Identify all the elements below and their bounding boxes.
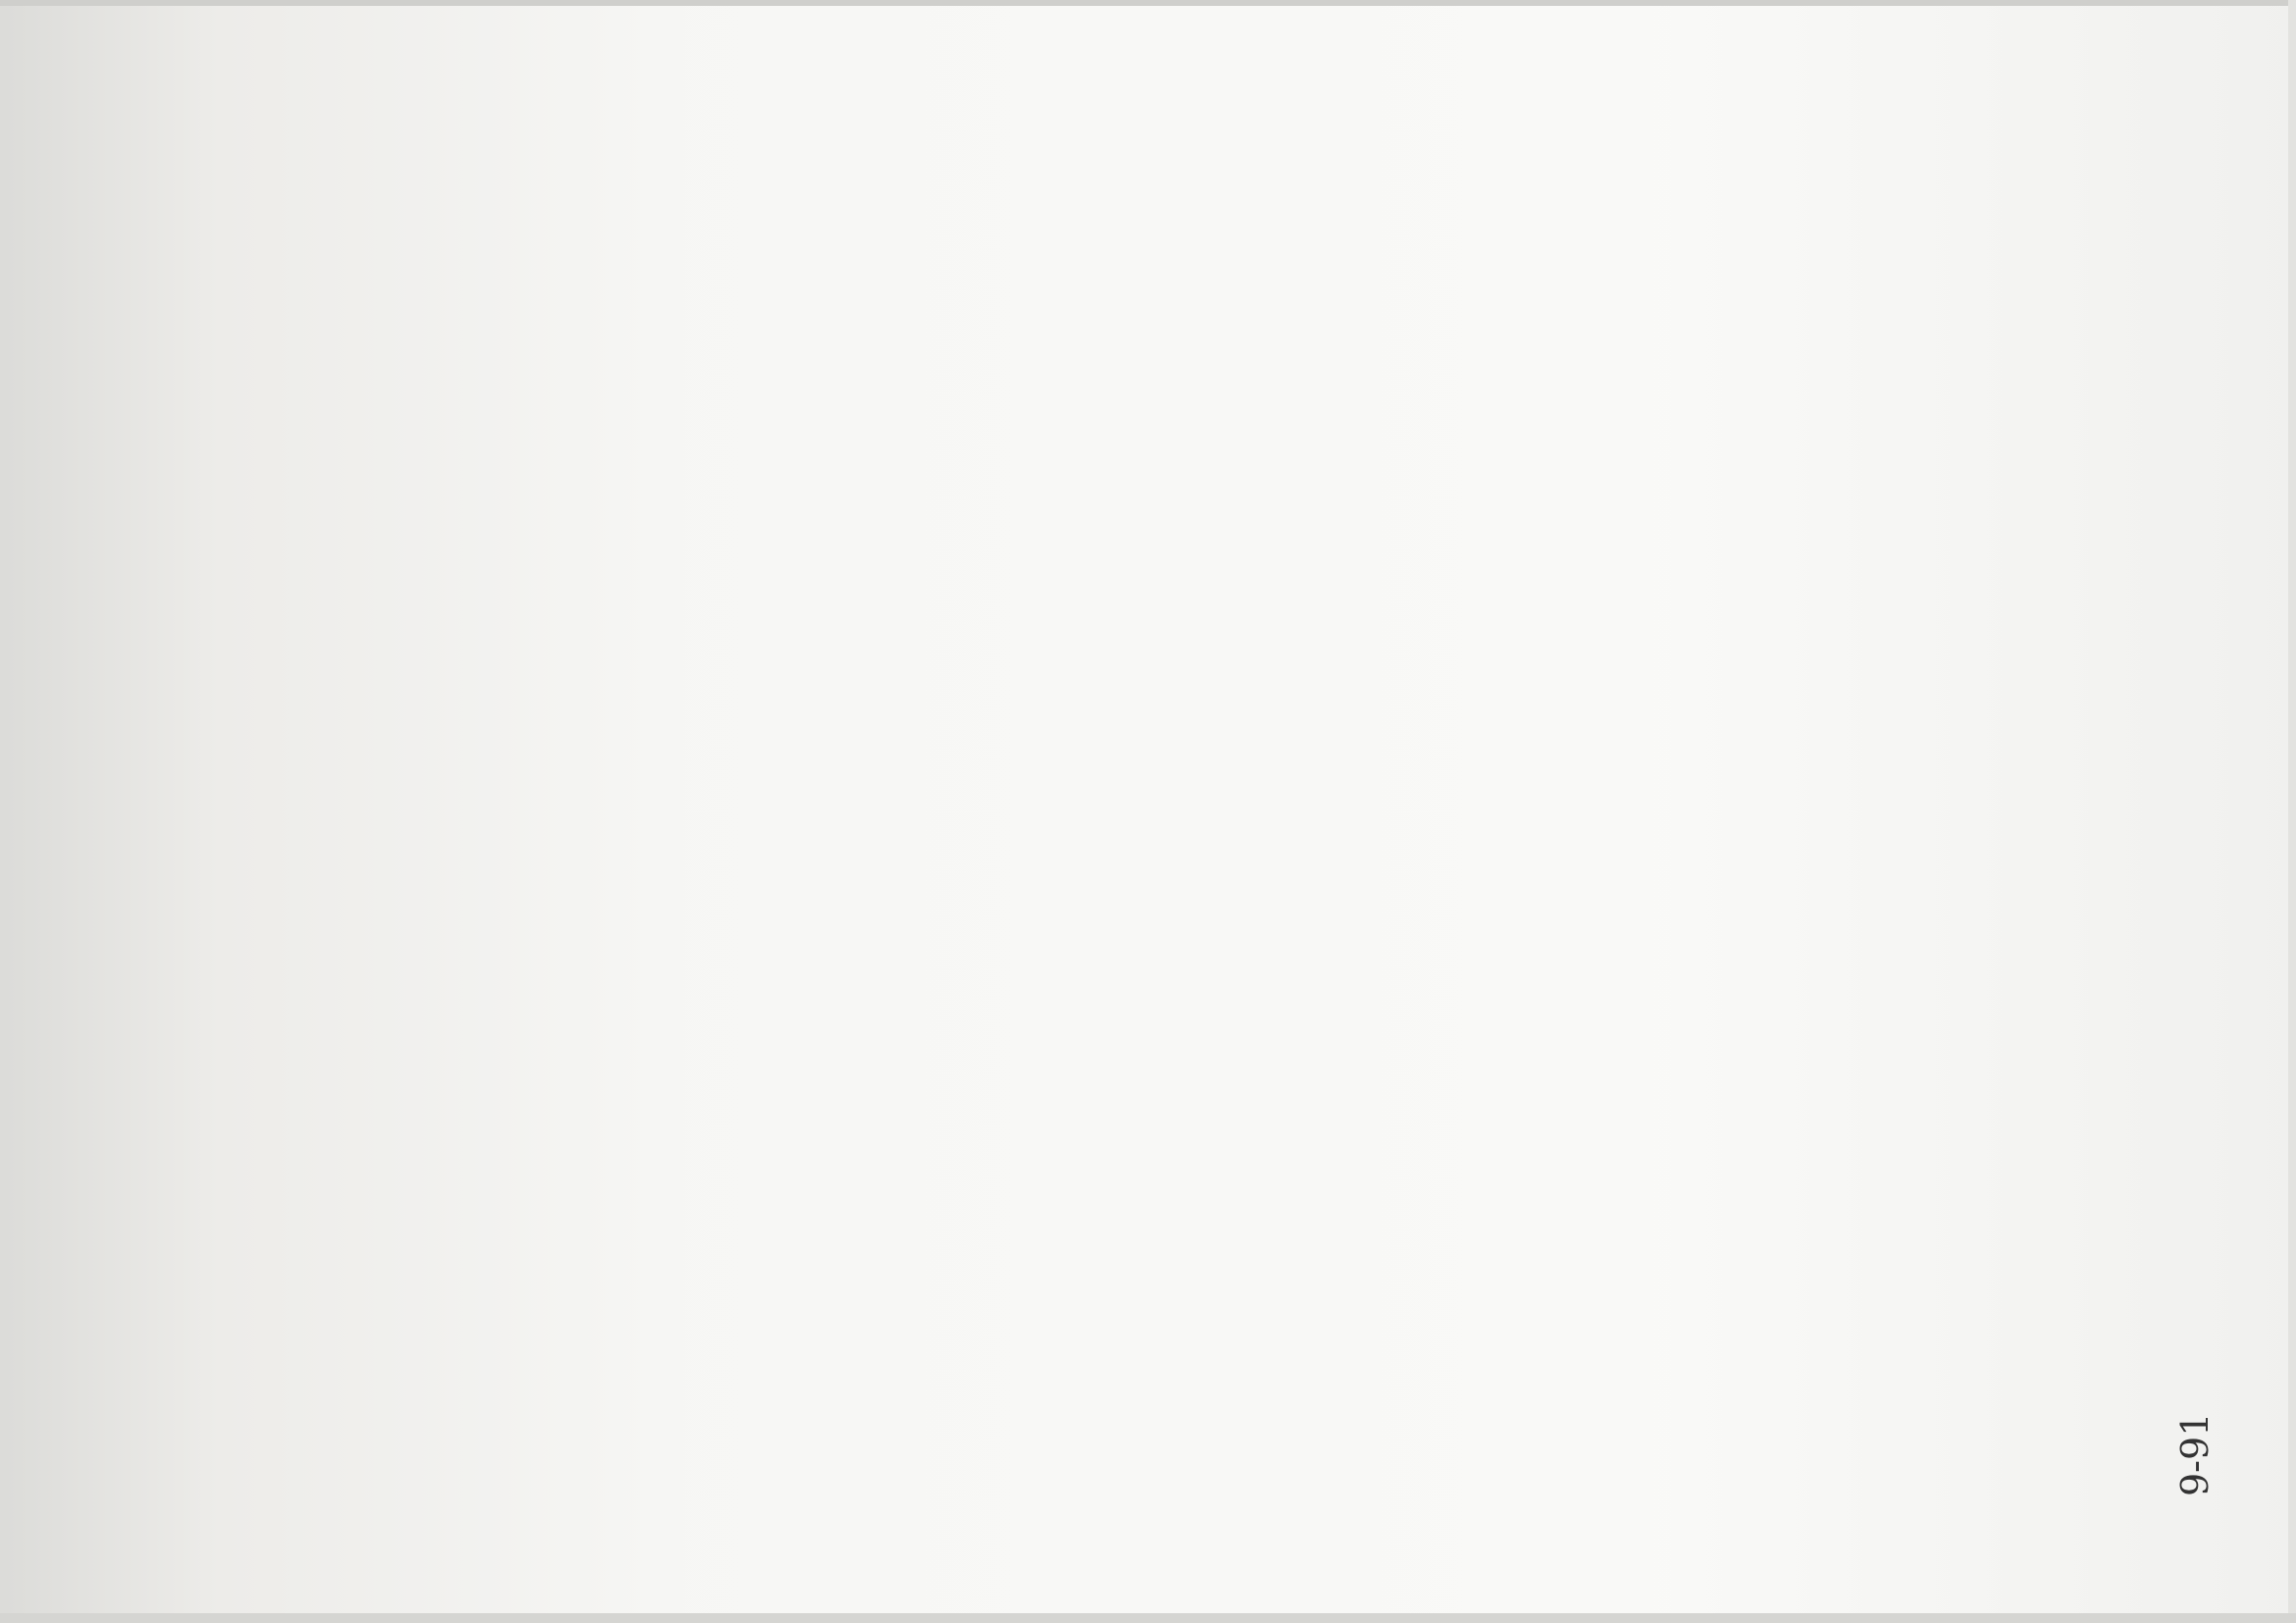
scan-top-edge <box>0 0 2296 6</box>
scan-bottom-edge <box>0 1613 2296 1623</box>
rotated-document <box>2286 88 2296 1541</box>
margin-handwritten-note: 9-91 <box>2173 1412 2217 1496</box>
